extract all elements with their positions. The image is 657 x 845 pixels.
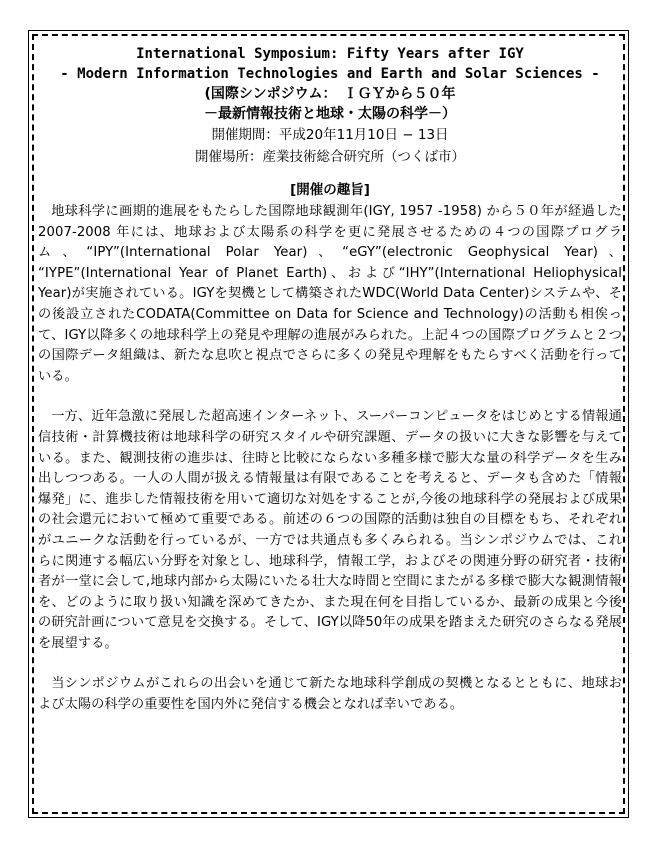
- section-title: [開催の趣旨]: [290, 182, 370, 198]
- header: [38, 44, 622, 168]
- title-english: International Symposium: Fifty Years after IGY: [136, 46, 524, 62]
- event-venue: 開催場所：産業技術総合研究所（つくば市）: [195, 149, 465, 165]
- paragraph-3: 当シンポジウムがこれらの出会いを通じて新たな地球科学創成の契機となるとともに、地球および太陽の科学の重要性を国内外に発信する機会となれば幸いである。: [38, 676, 622, 713]
- paragraph-1: 地球科学に画期的進展をもたらした国際地球観測年(IGY, 1957 -1958) から５０年が経過した2007-2008 年には、地球および太陽系の科学を更に発展させるための４つの国際プログラム、“IPY”(International Polar Year)、“eGY”(electronic Geophysical Year)、 “IYPE”(International Year of Planet Earth)、および“IHY”(International Heliophysical Year)が実施されている。IGYを契機として構築されたWDC(World Data Center)システムや、その後設立されたCODATA(Committee on Data for Science and Technology)の活動も相俟って、IGY以降多くの地球科学上の発見や理解の進展がみられた。上記４つの国際プログラムと２つの国際データ組織は、新たな息吹と視点でさらに多くの発見や理解をもたらすべく活動を行っている。: [38, 204, 622, 384]
- subtitle-japanese: －最新情報技術と地球・太陽の科学－）: [204, 106, 456, 122]
- paragraph-2: 一方、近年急激に発展した超高速インターネット、スーパーコンピュータをはじめとする情報通信技術・計算機技術は地球科学の研究スタイルや研究課題、データの扱いに大きな影響を与えている。また、観測技術の進歩は、往時と比較にならない多種多様で膨大な量の科学データを生み出しつつある。一人の人間が扱える情報量は有限であることを考えると、データも含めた「情報爆発」に、進歩した情報技術を用いて適切な対処をすることが,今後の地球科学の発展および成果の社会還元において極めて重要である。前述の６つの国際的活動は独自の目標をもち、それぞれがユニークな活動を行っているが、一方では共通点も多くみられる。当シンポジウムでは、これらに関連する幅広い分野を対象とし、地球科学，情報工学，およびその関連分野の研究者・技術者が一堂に会して,地球内部から太陽にいたる壮大な時間と空間にまたがる多様で膨大な観測情報を、どのように取り扱い知識を深めてきたか、また現在何を目指しているか、最新の成果と今後の研究計画について意見を交換する。そして、IGY以降50年の成果を踏まえた研究のさらなる発展を展望する。: [38, 409, 622, 651]
- event-dates: 開催期間：平成20年11月10日 − 13日: [211, 127, 449, 143]
- title-japanese: (国際シンポジウム： ＩＧＹから５０年: [204, 86, 456, 102]
- document-body: [38, 44, 622, 716]
- subtitle-english: - Modern Information Technologies and Earth and Solar Sciences -: [60, 66, 600, 82]
